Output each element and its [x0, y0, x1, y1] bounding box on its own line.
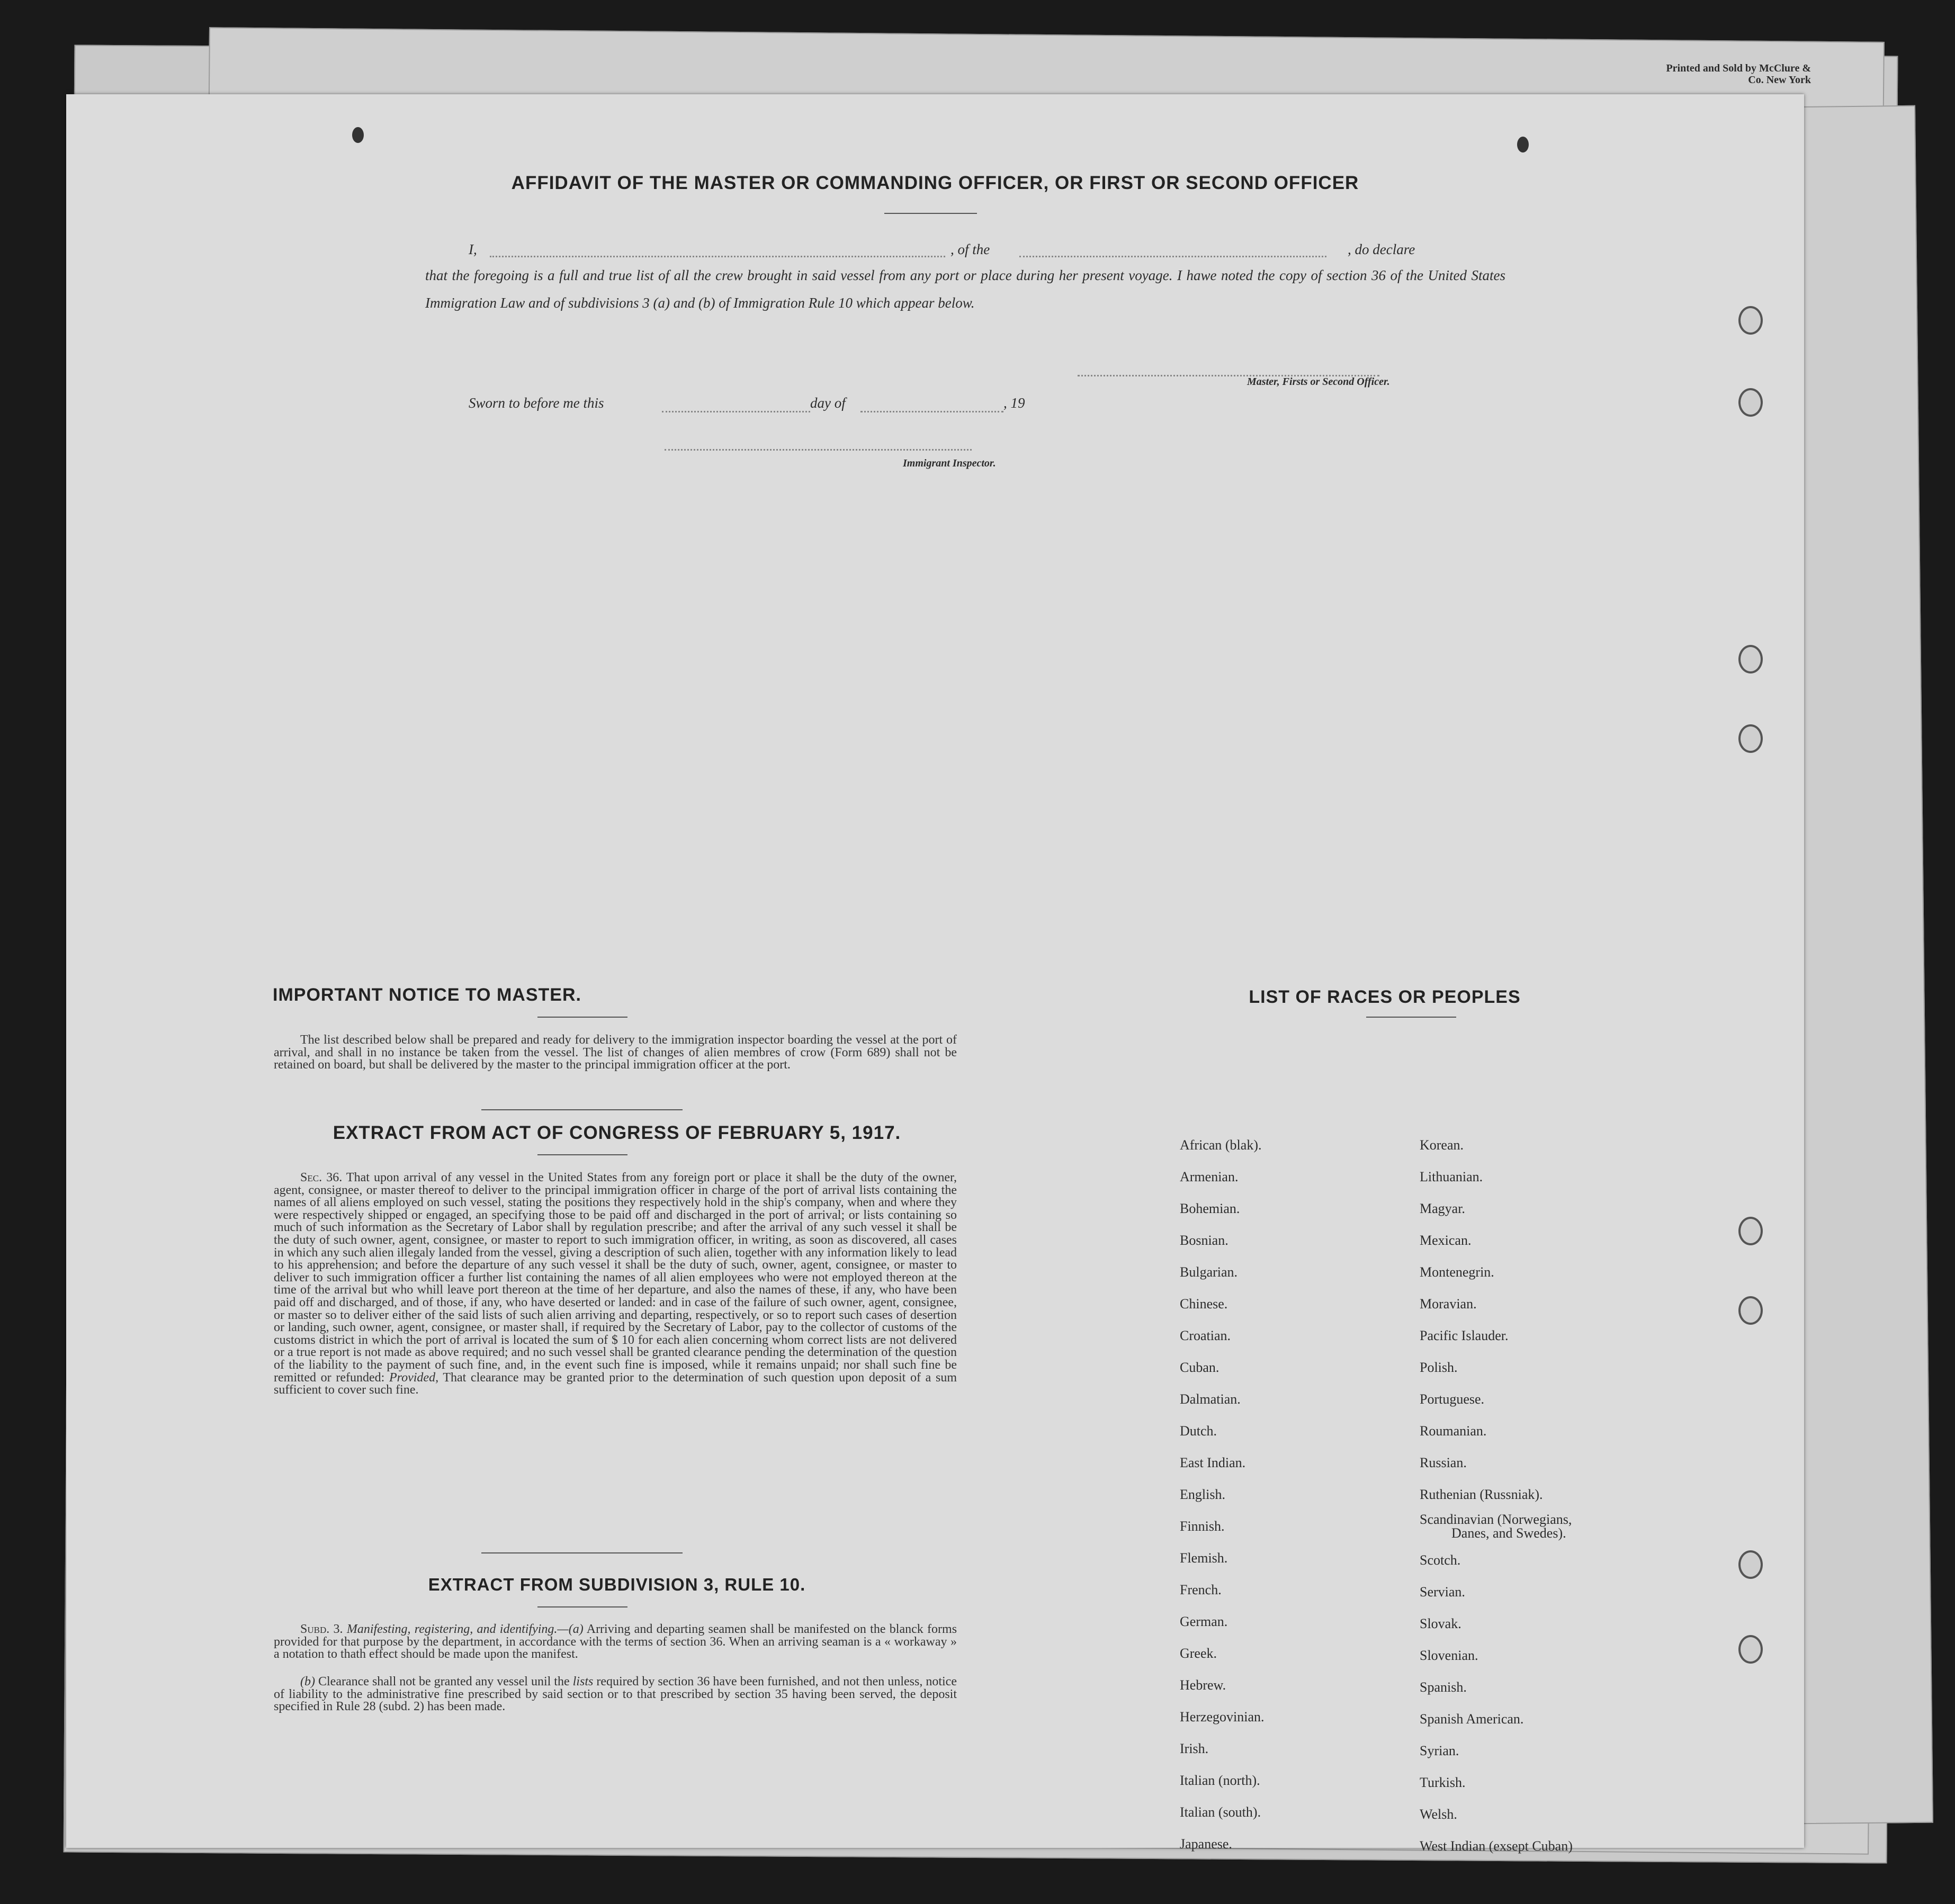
rule-text-b	[274, 1676, 957, 1713]
race-item: Dutch.	[1180, 1423, 1217, 1439]
sworn-label: Sworn to before me this	[469, 395, 604, 411]
affidavit-text: that the foregoing is a full and true list of all the crew brought in said vessel from any port or place during her present voyage. I hawe noted the copy of section 36 of the United States Immigration Law and of subdivisions 3 (a) and (b) of Immigration Rule 10 which appear below.	[425, 267, 1505, 311]
binder-hole	[1738, 1217, 1763, 1245]
affidavit-title: AFFIDAVIT OF THE MASTER OR COMMANDING OFFICER, OR FIRST OR SECOND OFFICER	[511, 173, 1359, 193]
race-item: French.	[1180, 1582, 1222, 1597]
races-column-2	[1420, 1129, 1573, 1862]
subd-b-text1: Clearance shall not be granted any vessel unil the	[318, 1675, 570, 1689]
race-item: Moravian.	[1420, 1296, 1477, 1312]
rule-title: EXTRACT FROM SUBDIVISION 3, RULE 10.	[428, 1575, 806, 1594]
affidavit-i: I,	[469, 241, 477, 257]
subd-title: Manifesting, registering, and identifying.—(a)	[346, 1622, 584, 1636]
race-item: Servian.	[1420, 1584, 1465, 1600]
race-item: Bosnian.	[1180, 1233, 1228, 1248]
race-item: Chinese.	[1180, 1296, 1228, 1312]
race-item: Italian (north).	[1180, 1773, 1260, 1788]
section-divider	[481, 1552, 683, 1553]
printer-note: Printed and Sold by McClure & Co. New York	[1666, 62, 1811, 86]
notice-title: IMPORTANT NOTICE TO MASTER.	[273, 985, 581, 1005]
binder-hole	[1738, 645, 1763, 673]
race-item: Syrian.	[1420, 1743, 1459, 1758]
race-item: West Indian (exsept Cuban)	[1420, 1838, 1573, 1854]
binder-hole	[1738, 1296, 1763, 1325]
subd-label: Subd.	[300, 1622, 330, 1636]
race-item: Lithuanian.	[1420, 1169, 1483, 1184]
race-item: Korean.	[1420, 1137, 1464, 1153]
sec-label: Sec.	[300, 1171, 322, 1184]
notice-divider	[537, 1017, 627, 1018]
race-item: Slovenian.	[1420, 1648, 1478, 1663]
race-item: Pacific Islauder.	[1420, 1328, 1509, 1343]
master-caption: Master, Firsts or Second Officer.	[1247, 376, 1390, 388]
act-divider	[537, 1154, 627, 1155]
race-item: Ruthenian (Russniak).	[1420, 1487, 1543, 1502]
month-blank	[860, 411, 1003, 412]
notice-text: The list described below shall be prepared and ready for delivery to the immigration inspector boarding the vessel at the port of arrival, and shall in no instance be taken from the vessel. The list of changes of alien membres of crow (Form 689) shall not be retained on board, but shall be delivered by the master to the principal immigration officer at the port.	[274, 1033, 957, 1072]
inspector-caption: Immigrant Inspector.	[903, 457, 996, 469]
title-divider	[884, 213, 977, 214]
act-provided: Provided,	[389, 1370, 439, 1385]
race-item: Turkish.	[1420, 1775, 1466, 1790]
race-item: Bohemian.	[1180, 1201, 1240, 1216]
races-column-1	[1180, 1129, 1265, 1860]
year-label: , 19	[1003, 395, 1025, 411]
race-item: Scotch.	[1420, 1552, 1461, 1568]
subd-b-label: (b)	[300, 1675, 315, 1689]
name-blank	[490, 256, 945, 257]
race-item: Finnish.	[1180, 1519, 1225, 1534]
affidavit-declare: , do declare	[1348, 241, 1415, 257]
race-item: Greek.	[1180, 1646, 1217, 1661]
section-divider	[481, 1109, 683, 1110]
race-item: Cuban.	[1180, 1360, 1219, 1375]
binder-hole	[1738, 724, 1763, 753]
day-blank	[662, 411, 810, 412]
binder-hole	[1738, 1550, 1763, 1579]
race-item: Flemish.	[1180, 1550, 1228, 1566]
races-title: LIST OF RACES OR PEOPLES	[1249, 987, 1521, 1007]
race-item: Scandinavian (Norwegians, Danes, and Swedes).	[1420, 1512, 1572, 1541]
subd-lists: lists	[572, 1675, 594, 1689]
race-item: Polish.	[1420, 1360, 1458, 1375]
race-item: German.	[1180, 1614, 1228, 1629]
race-item: Italian (south).	[1180, 1804, 1261, 1820]
race-item: Portuguese.	[1420, 1391, 1485, 1407]
act-title: EXTRACT FROM ACT OF CONGRESS OF FEBRUARY 5, 1917.	[333, 1122, 901, 1143]
race-item: Montenegrin.	[1420, 1264, 1494, 1280]
race-item: Dalmatian.	[1180, 1391, 1241, 1407]
races-divider	[1366, 1017, 1456, 1018]
day-of-label: day of	[810, 395, 846, 411]
race-item: Croatian.	[1180, 1328, 1231, 1343]
race-item: Armenian.	[1180, 1169, 1239, 1184]
race-item: Spanish American.	[1420, 1711, 1524, 1727]
race-item: Irish.	[1180, 1741, 1209, 1756]
binder-hole	[1738, 306, 1763, 335]
subd-a-text: Arriving and departing seamen shall be manifested on the blanck forms provided for that purpose by the department, in accordance with the terms of section 36. When an arriving seaman is a « workaway » a notation to thath effect should be made upon the manifest.	[274, 1622, 957, 1661]
race-item: Spanish.	[1420, 1680, 1467, 1695]
binder-hole	[1738, 388, 1763, 417]
vessel-blank	[1019, 256, 1326, 257]
race-item: African (blak).	[1180, 1137, 1262, 1153]
affidavit-of-the: , of the	[950, 241, 990, 257]
punch-hole	[352, 127, 364, 143]
race-item: East Indian.	[1180, 1455, 1246, 1470]
race-item: Slovak.	[1420, 1616, 1461, 1631]
race-item: Bulgarian.	[1180, 1264, 1238, 1280]
race-item: Roumanian.	[1420, 1423, 1487, 1439]
document-page	[66, 94, 1804, 1854]
act-text	[274, 1172, 957, 1397]
act-body: 36. That upon arrival of any vessel in the United States from any foreign port or place it shall be the duty of the owner, agent, consignee, or master thereof to deliver to the principal immigration officer in charge of the port of arrival lists containing the names of all aliens employed on such vessel, stating the positions they respectively hold in the ship's company, when and where they were respectively shipped or engaged, an specifying those to be paid off and discharged in the port of arrival; or lists containing so much of such information as the Secretary of Labor shall by regulation prescribe; and after the arrival of any such vessel it shall be the duty of such owner, agent, consignee, or master to report to such immigration officer, in writing, as soon as discovered, all cases in which any such alien illegaly landed from the vessel, giving a description of such alien, together with any information likely to lead to his apprehension; and before the departure of any such vessel it shall be the duty of such, owner, agent, consignee, or master to deliver to such immigration officer a further list containing the names of all alien employees who were not employed thereon at the time of the arrival but who whill leave port thereon at the time of her departure, and also the names of these, if any, who have been paid off and discharged, and of those, if any, who have deserted or landed: and in case of the failure of such owner, agent, consignee, or master so to deliver either of the said lists of such alien arriving and departing, respectively, or so to report such cases of desertion or landing, such owner, agent, consignee, or master shall, if required by the Secretary of Labor, pay to the collector of customs of the customs district in which the port of arrival is located the sum of $ 10 for each alien concerning whom correct lists are not delivered or a true report is not made as above required; and no such vessel shall be granted clearance pending the determination of the question of the liability to the payment of such fine, and, in the event such fine is imposed, while it remains unpaid; nor shall such fine be remitted or refunded:	[274, 1171, 957, 1385]
race-item: Russian.	[1420, 1455, 1467, 1470]
rule-divider	[537, 1606, 627, 1607]
subd-b-text2: required by section 36 have been furnished, and not then unless, notice of liability to the administrative fine prescribed by said section or to that prescribed by section 35 having been served, the deposit specified in Rule 28 (subd. 2) has been made.	[274, 1675, 957, 1714]
subd-num: 3.	[333, 1622, 343, 1636]
race-item: English.	[1180, 1487, 1225, 1502]
race-item: Welsh.	[1420, 1807, 1457, 1822]
race-item: Hebrew.	[1180, 1677, 1226, 1693]
inspector-signature-blank	[665, 449, 972, 451]
binder-hole	[1738, 1635, 1763, 1664]
race-item: Herzegovinian.	[1180, 1709, 1265, 1725]
punch-hole	[1517, 137, 1529, 152]
act-body-end: That clearance may be granted prior to the determination of such question upon deposit of a sum sufficient to cover such fine.	[274, 1370, 957, 1397]
race-item: Japanese.	[1180, 1836, 1232, 1852]
race-item: Magyar.	[1420, 1201, 1465, 1216]
rule-text-a	[274, 1623, 957, 1661]
race-item: Mexican.	[1420, 1233, 1472, 1248]
